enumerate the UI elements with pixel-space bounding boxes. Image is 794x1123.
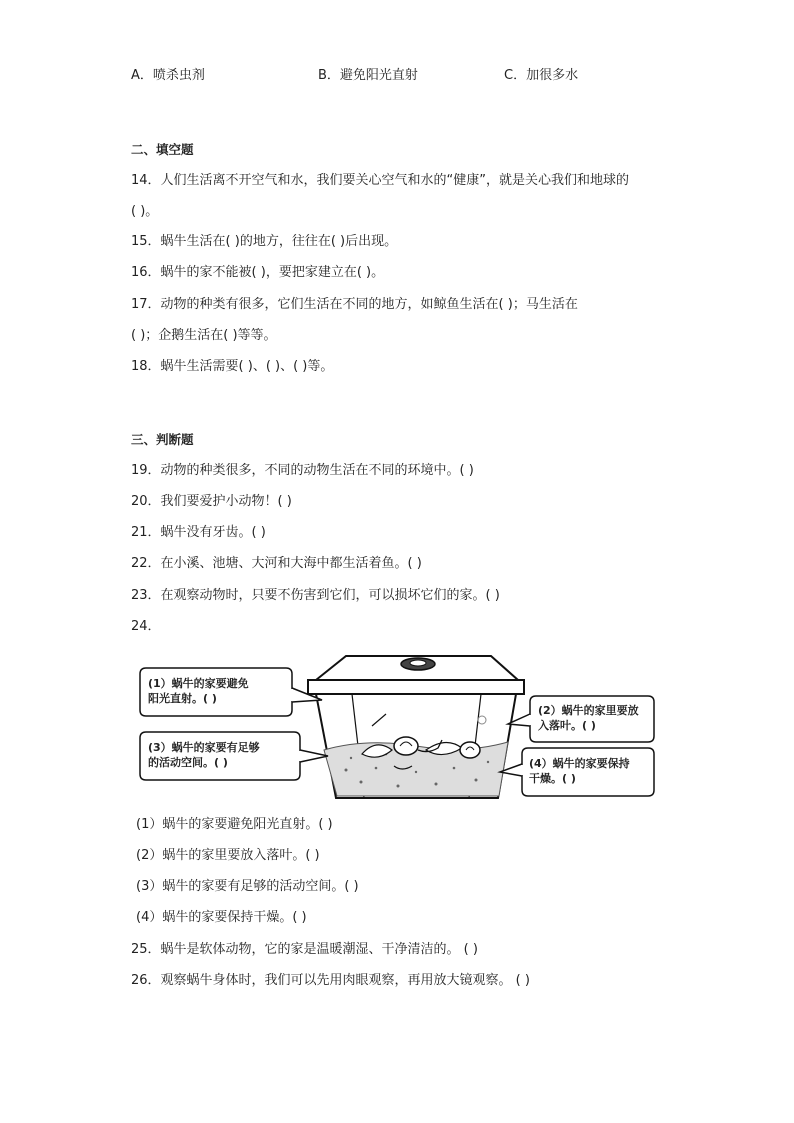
- question-25: 25．蜗牛是软体动物，它的家是温暖潮湿、干净清洁的。 ( ): [131, 942, 478, 957]
- option-c: C．加很多水: [504, 68, 579, 83]
- callout-4: [529, 756, 651, 786]
- callout-2: [538, 703, 652, 733]
- question-21: 21．蜗牛没有牙齿。( ): [131, 525, 266, 540]
- question-20: 20．我们要爱护小动物！( ): [131, 494, 292, 509]
- callout-3-line2: 的活动空间。( ): [148, 756, 228, 769]
- callout-2-line1: (2）蜗牛的家里要放: [538, 704, 639, 717]
- question-24-3: (3）蜗牛的家要有足够的活动空间。( ): [136, 879, 359, 894]
- question-24-4: (4）蜗牛的家要保持干燥。( ): [136, 910, 307, 925]
- snail-habitat-figure: [136, 650, 660, 802]
- callout-2-line2: 入落叶。( ): [538, 719, 596, 732]
- question-17-line2: ( )；企鹅生活在( )等等。: [131, 328, 277, 343]
- callout-1-line1: (1）蜗牛的家要避免: [148, 677, 249, 690]
- callout-1-line2: 阳光直射。( ): [148, 692, 217, 705]
- question-15: 15．蜗牛生活在( )的地方，往往在( )后出现。: [131, 234, 398, 249]
- question-18: 18．蜗牛生活需要( )、( )、( )等。: [131, 359, 334, 374]
- section-title-fill-blank: 二、填空题: [131, 142, 194, 157]
- question-14-line2: ( )。: [131, 204, 159, 219]
- question-26: 26．观察蜗牛身体时，我们可以先用肉眼观察，再用放大镜观察。 ( ): [131, 973, 530, 988]
- callout-3-line1: (3）蜗牛的家要有足够: [148, 741, 260, 754]
- question-22: 22．在小溪、池塘、大河和大海中都生活着鱼。( ): [131, 556, 422, 571]
- section-title-true-false: 三、判断题: [131, 432, 194, 447]
- question-19: 19．动物的种类很多，不同的动物生活在不同的环境中。( ): [131, 463, 474, 478]
- question-17-line1: 17．动物的种类有很多，它们生活在不同的地方，如鲸鱼生活在( )；马生活在: [131, 297, 578, 312]
- callout-4-line2: 干燥。( ): [529, 772, 576, 785]
- question-16: 16．蜗牛的家不能被( )，要把家建立在( )。: [131, 265, 385, 280]
- question-24-1: (1）蜗牛的家要避免阳光直射。( ): [136, 817, 333, 832]
- question-24: 24．: [131, 619, 161, 634]
- question-24-2: (2）蜗牛的家里要放入落叶。( ): [136, 848, 320, 863]
- callout-3: [148, 740, 298, 770]
- callout-4-line1: (4）蜗牛的家要保持: [529, 757, 630, 770]
- option-a: A．喷杀虫剂: [131, 68, 205, 83]
- question-23: 23．在观察动物时，只要不伤害到它们，可以损坏它们的家。( ): [131, 588, 500, 603]
- callout-1: [148, 676, 290, 706]
- question-14-line1: 14．人们生活离不开空气和水，我们要关心空气和水的“健康”，就是关心我们和地球的: [131, 173, 630, 188]
- option-b: B．避免阳光直射: [318, 68, 418, 83]
